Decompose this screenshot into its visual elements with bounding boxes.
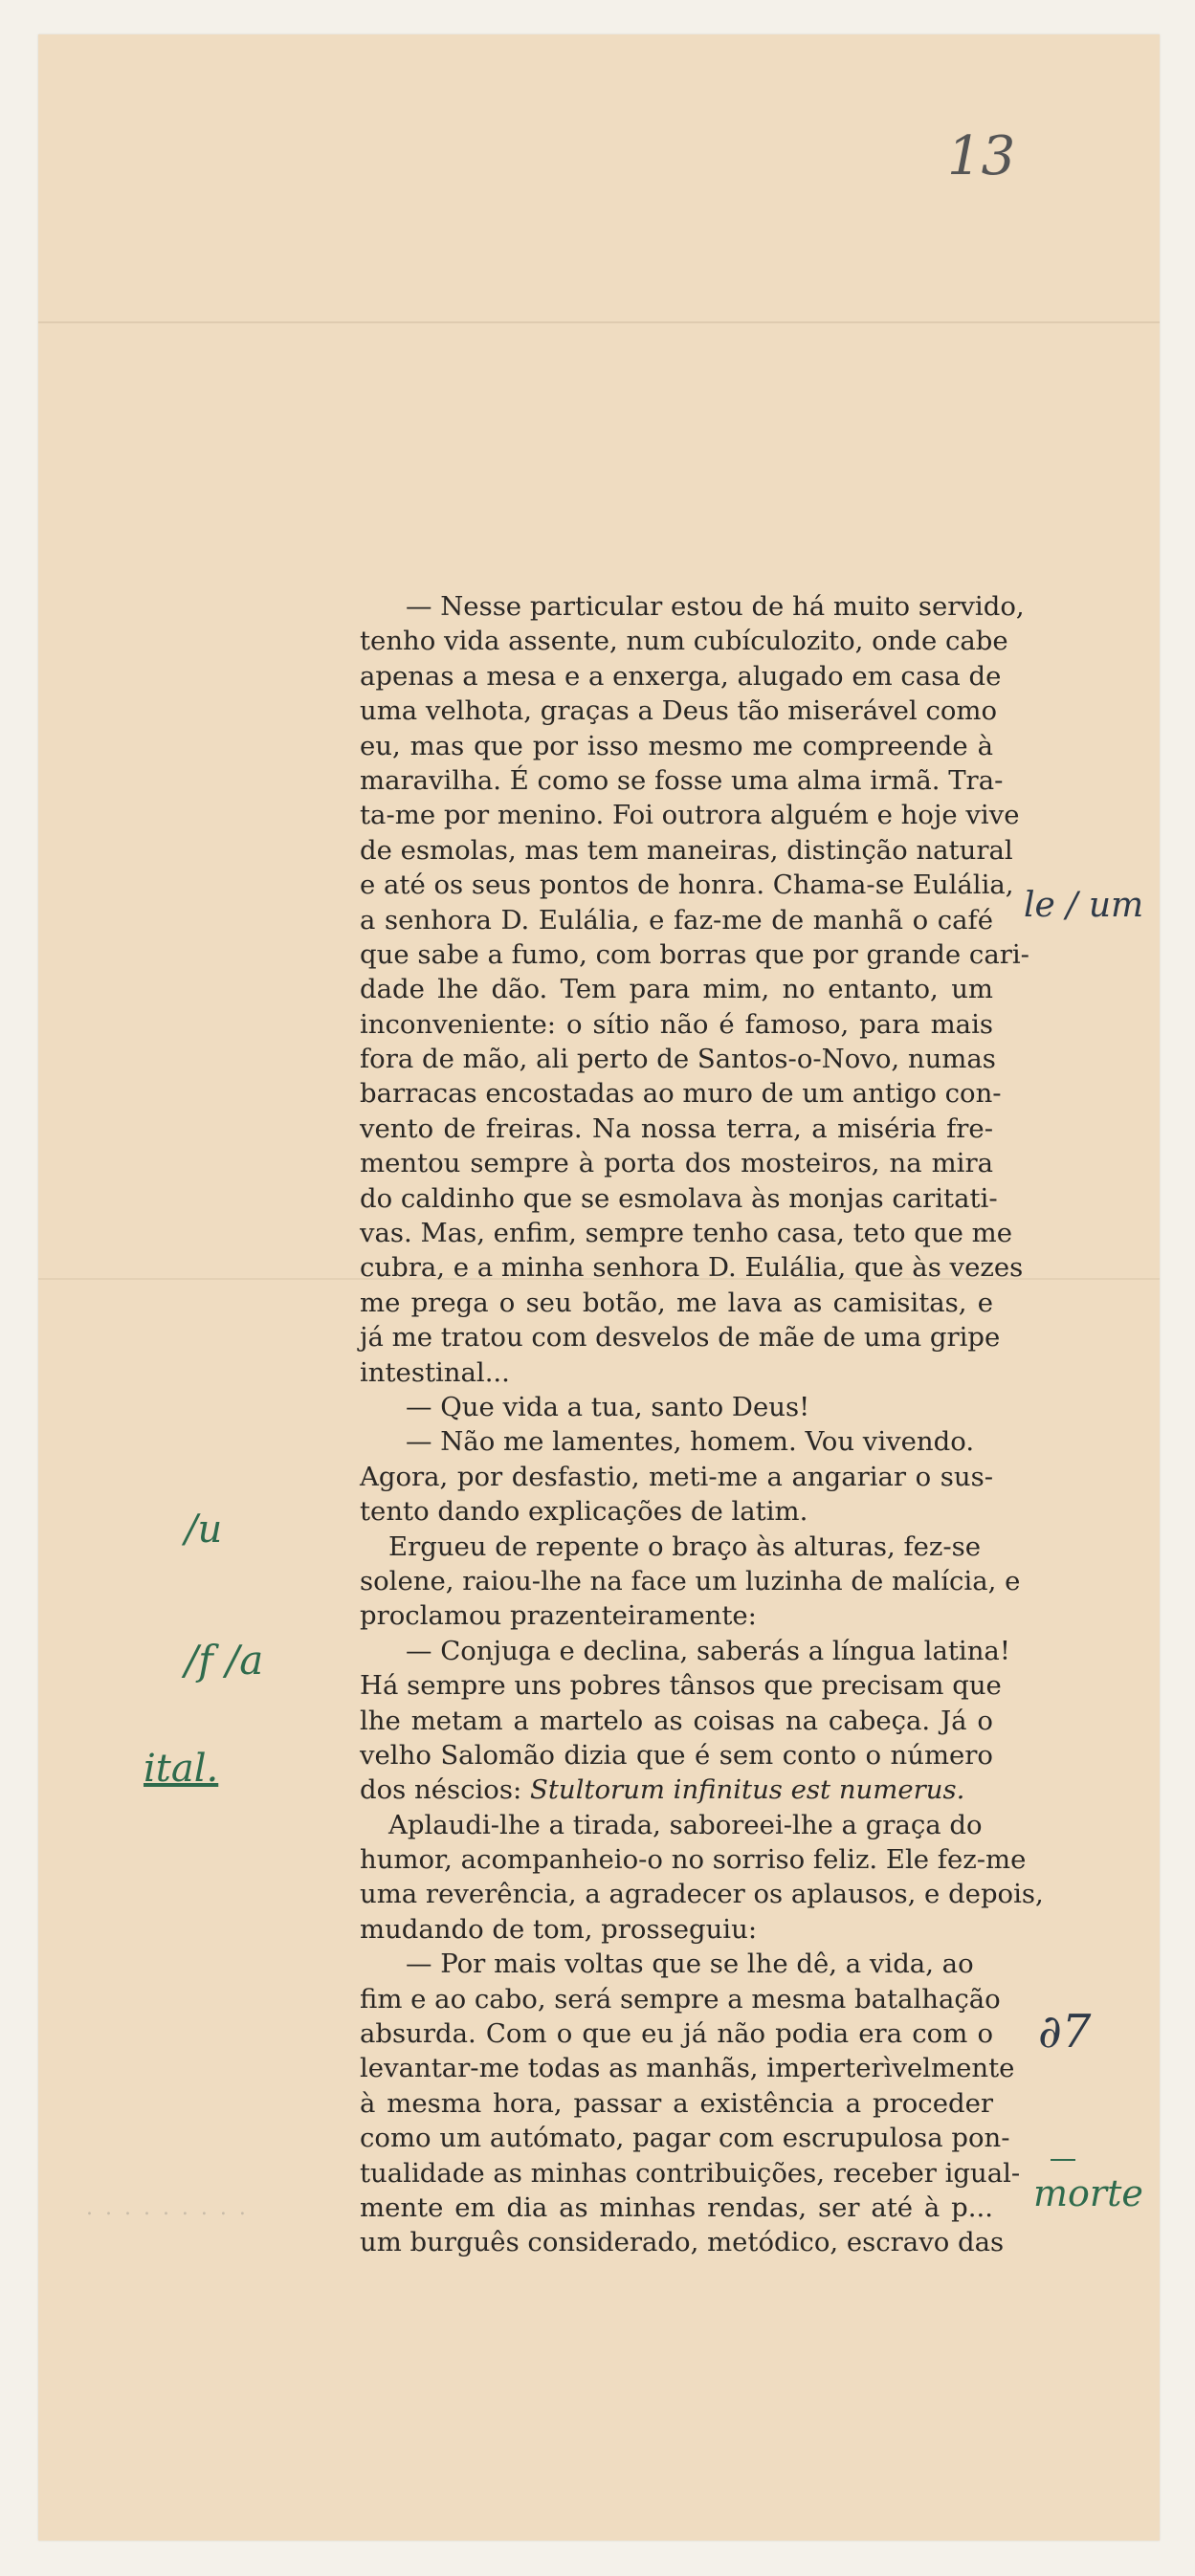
text-line: tualidade as minhas contribuições, receber igual- xyxy=(360,2157,1021,2189)
text-line: um burguês considerado, metódico, escravo das xyxy=(360,2227,1005,2258)
text-line: humor, acompanheio-o no sorriso feliz. Ele fez-me xyxy=(360,1844,1027,1876)
margin-note-left-2: /f /a xyxy=(185,1637,264,1684)
text-line: lhe metam a martelo as coisas na cabeça. Já o xyxy=(360,1705,993,1736)
text-fragment: dos néscios: xyxy=(360,1774,522,1806)
text-line: à mesma hora, passar a existência a proceder xyxy=(360,2087,993,2119)
manuscript-page xyxy=(38,34,1160,2541)
text-line: a senhora D. Eulália, e faz-me de manhã o café xyxy=(360,904,993,936)
text-line: me prega o seu botão, me lava as camisitas, e xyxy=(360,1287,993,1318)
text-line: — Não me lamentes, homem. Vou vivendo. xyxy=(406,1426,975,1458)
text-line: de esmolas, mas tem maneiras, distinção natural xyxy=(360,834,1013,866)
faded-marks: . . . . . . . . . xyxy=(86,2196,249,2220)
text-line: Há sempre uns pobres tânsos que precisam que xyxy=(360,1670,1002,1702)
margin-note-right-2: ∂7 xyxy=(1038,2005,1092,2059)
text-line: barracas encostadas ao muro de um antigo con- xyxy=(360,1078,1002,1110)
text-line: inconveniente: o sítio não é famoso, para mais xyxy=(360,1008,993,1040)
text-line: — Nesse particular estou de há muito servido, xyxy=(406,591,1025,622)
margin-note-right-1: le / um xyxy=(1024,886,1144,925)
text-line: dade lhe dão. Tem para mim, no entanto, um xyxy=(360,974,993,1005)
text-line: Aplaudi-lhe a tirada, saboreei-lhe a graça do xyxy=(388,1809,983,1840)
text-line: vas. Mas, enfim, sempre tenho casa, teto que me xyxy=(360,1218,1012,1249)
text-line: maravilha. É como se fosse uma alma irmã. Tra- xyxy=(360,764,1004,796)
text-line: que sabe a fumo, com borras que por grande cari- xyxy=(360,938,1029,970)
text-line: cubra, e a minha senhora D. Eulália, que às vezes xyxy=(360,1252,1024,1284)
text-line xyxy=(360,1772,993,1807)
text-line: — Que vida a tua, santo Deus! xyxy=(406,1391,810,1422)
text-line: apenas a mesa e a enxerga, alugado em casa de xyxy=(360,660,1002,692)
text-line: solene, raiou-lhe na face um luzinha de malícia, e xyxy=(360,1565,1021,1596)
text-line: eu, mas que por isso mesmo me compreende à xyxy=(360,730,993,761)
text-line: e até os seus pontos de honra. Chama-se Eulália, xyxy=(360,870,1014,901)
text-line: proclamou prazenteiramente: xyxy=(360,1600,757,1632)
text-line: absurda. Com o que eu já não podia era com o xyxy=(360,2018,993,2050)
text-line: mente em dia as minhas rendas, ser até à p... xyxy=(360,2191,993,2223)
latin-quote: Stultorum infinitus est numerus. xyxy=(530,1774,965,1806)
text-line: fim e ao cabo, será sempre a mesma batalhação xyxy=(360,1983,1001,2015)
text-line: Ergueu de repente o braço às alturas, fez-se xyxy=(388,1530,982,1562)
text-line: velho Salomão dizia que é sem conto o número xyxy=(360,1739,993,1771)
margin-note-left-italic: ital. xyxy=(144,1747,219,1791)
text-line: Agora, por desfastio, meti-me a angariar o sus- xyxy=(360,1461,993,1492)
text-line: levantar-me todas as manhãs, imperterìvelmente xyxy=(360,2053,1015,2084)
text-line: tento dando explicações de latim. xyxy=(360,1496,808,1528)
text-line: — Por mais voltas que se lhe dê, a vida, ao xyxy=(406,1949,974,1980)
text-line: uma velhota, graças a Deus tão miserável como xyxy=(360,695,998,727)
text-line: fora de mão, ali perto de Santos-o-Novo, numas xyxy=(360,1044,996,1075)
text-line: do caldinho que se esmolava às monjas caritati- xyxy=(360,1182,998,1214)
margin-note-left-1: /u xyxy=(185,1508,223,1552)
text-line: tenho vida assente, num cubículozito, onde cabe xyxy=(360,626,1008,657)
text-line: mudando de tom, prosseguiu: xyxy=(360,1913,758,1945)
text-line: vento de freiras. Na nossa terra, a miséria fre- xyxy=(360,1112,993,1144)
text-line: ta-me por menino. Foi outrora alguém e hoje vive xyxy=(360,800,1020,831)
text-line: uma reverência, a agradecer os aplausos, e depois, xyxy=(360,1879,1044,1910)
typed-text-body xyxy=(360,589,1044,2260)
text-line: como um autómato, pagar com escrupulosa pon- xyxy=(360,2123,1010,2154)
text-line: intestinal... xyxy=(360,1356,510,1388)
margin-note-right-3: morte xyxy=(1033,2172,1143,2214)
text-line: — Conjuga e declina, saberás a língua latina! xyxy=(406,1635,1010,1666)
page-number: 13 xyxy=(947,125,1016,187)
text-line: já me tratou com desvelos de mãe de uma gripe xyxy=(360,1322,1001,1354)
text-line: mentou sempre à porta dos mosteiros, na mira xyxy=(360,1148,993,1179)
